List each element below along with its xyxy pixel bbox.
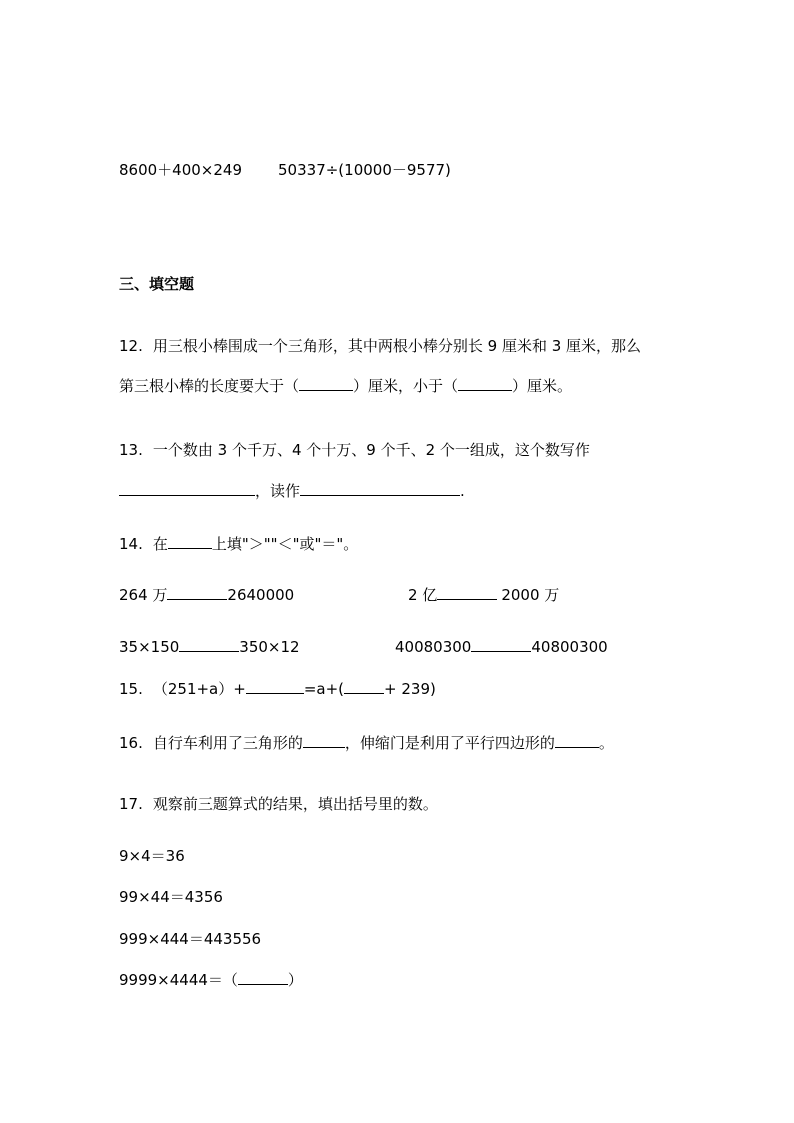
q13-number: 13. — [119, 441, 143, 459]
q17-eq3: 999×444＝443556 — [119, 930, 262, 948]
q14-blank-2[interactable] — [437, 585, 497, 600]
q17-eq2: 99×44＝4356 — [119, 888, 223, 906]
q13-blank-read[interactable] — [300, 481, 460, 496]
q14-item-3-right: 350×12 — [239, 638, 300, 656]
q17-eq4-left: 9999×4444＝（ — [119, 971, 238, 989]
q14-line1 — [119, 534, 358, 554]
q14-suffix: 上填"＞""＜"或"＝"。 — [211, 535, 359, 553]
calc-expr-2: 50337÷(10000－9577) — [278, 161, 451, 179]
q15-number: 15. — [119, 680, 143, 698]
q17-line — [119, 794, 438, 814]
q14-blank-1[interactable] — [167, 585, 227, 600]
q17-eq4-right: ） — [287, 971, 303, 989]
q14-blank-3[interactable] — [179, 637, 239, 652]
q14-item-3-left: 35×150 — [119, 638, 180, 656]
calc-row — [119, 160, 451, 180]
q13-line2 — [119, 481, 465, 501]
q14-item-1-left: 264 万 — [119, 586, 168, 604]
q12-number: 12. — [119, 337, 143, 355]
q13-text-end: . — [460, 482, 465, 500]
q15-part1: （251+a）+ — [152, 680, 246, 698]
q12-line2 — [119, 376, 572, 396]
q14-item-1-right: 2640000 — [227, 586, 295, 604]
q14-item-2 — [408, 585, 559, 605]
q17-text: 观察前三题算式的结果，填出括号里的数。 — [152, 795, 438, 813]
q14-prefix: 在 — [152, 535, 168, 553]
q14-item-4-right: 40800300 — [531, 638, 608, 656]
q14-item-4 — [395, 637, 608, 657]
q14-item-3 — [119, 637, 300, 657]
q17-answer-blank[interactable] — [238, 970, 288, 985]
q14-item-1 — [119, 585, 294, 605]
q13-line1 — [119, 440, 590, 460]
q15-blank-2[interactable] — [344, 679, 384, 694]
q16-part2: ，伸缩门是利用了平行四边形的 — [344, 734, 555, 752]
q15-line — [119, 679, 436, 699]
q17-number: 17. — [119, 795, 143, 813]
q16-blank-1[interactable] — [303, 733, 345, 748]
calc-expr-1: 8600＋400×249 — [119, 161, 243, 179]
q12-text2c: ）厘米。 — [512, 377, 573, 395]
q12-text1: 用三根小棒围成一个三角形，其中两根小棒分别长 9 厘米和 3 厘米，那么 — [152, 337, 642, 355]
q14-blank-4[interactable] — [471, 637, 531, 652]
q12-text2b: ）厘米，小于（ — [353, 377, 459, 395]
q16-line — [119, 733, 614, 753]
q13-blank-write[interactable] — [119, 481, 255, 496]
q13-text1: 一个数由 3 个千万、4 个十万、9 个千、2 个一组成，这个数写作 — [152, 441, 590, 459]
q12-text2a: 第三根小棒的长度要大于（ — [119, 377, 300, 395]
q14-number: 14. — [119, 535, 143, 553]
q12-blank-2[interactable] — [458, 376, 512, 391]
q14-example-blank — [168, 534, 212, 549]
q17-eq1: 9×4＝36 — [119, 847, 185, 865]
q16-blank-2[interactable] — [555, 733, 599, 748]
q17-eq4 — [119, 970, 303, 990]
q16-number: 16. — [119, 734, 143, 752]
q15-part2: =a+( — [303, 680, 345, 698]
section-title: 三、填空题 — [119, 275, 195, 293]
q15-blank-1[interactable] — [246, 679, 304, 694]
q16-part3: 。 — [598, 734, 614, 752]
q16-part1: 自行车利用了三角形的 — [152, 734, 303, 752]
q12-blank-1[interactable] — [299, 376, 353, 391]
q14-item-2-right: 2000 万 — [501, 586, 560, 604]
q14-item-2-left: 2 亿 — [408, 586, 438, 604]
q14-item-4-left: 40080300 — [395, 638, 472, 656]
q15-part3: + 239) — [384, 680, 436, 698]
q13-text-read: ，读作 — [255, 482, 301, 500]
q12-line1 — [119, 336, 641, 356]
